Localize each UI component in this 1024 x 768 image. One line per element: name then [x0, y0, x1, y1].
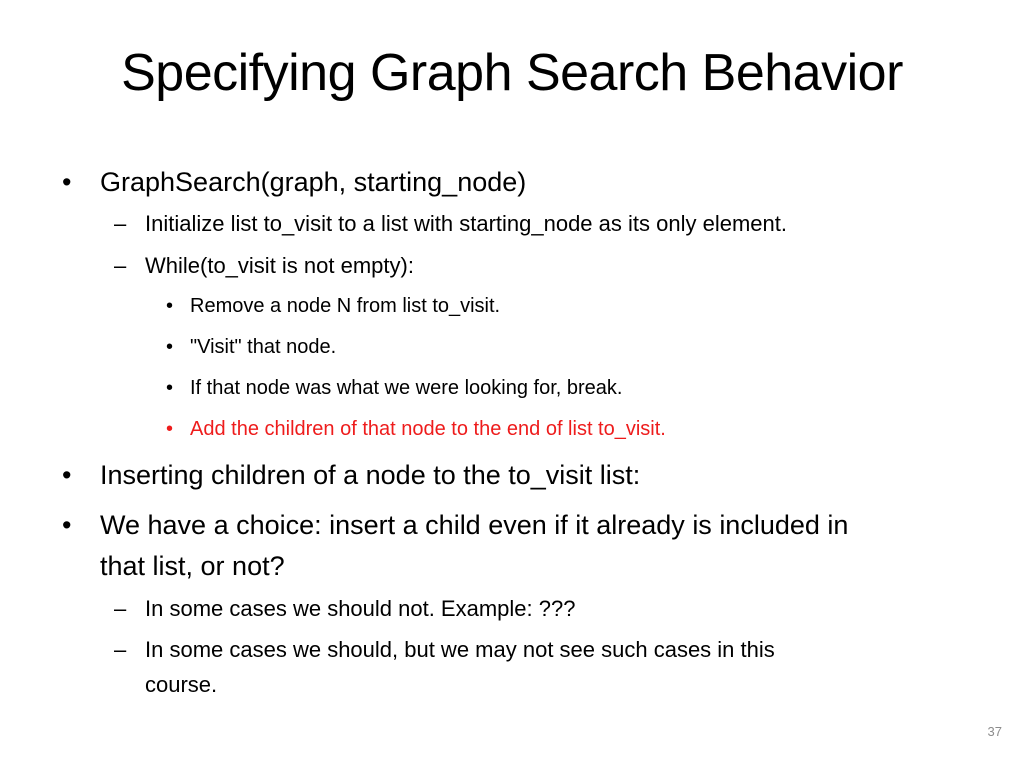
bullet-marker: • — [62, 460, 72, 490]
highlighted-bullet-text: Add the children of that node to the end of list to_visit. — [190, 418, 666, 440]
dash-marker: – — [114, 253, 127, 278]
bullet-marker: • — [62, 510, 72, 540]
sub-bullet-text-line-2: course. — [145, 672, 218, 697]
bullet-marker: • — [62, 167, 72, 197]
dash-marker: – — [114, 596, 127, 621]
bullet-marker: • — [166, 295, 174, 317]
bullet-text-line-1: We have a choice: insert a child even if it already is included in — [100, 510, 849, 540]
sub-sub-bullet-text: If that node was what we were looking for, break. — [190, 377, 623, 399]
sub-bullet-text: Initialize list to_visit to a list with starting_node as its only element. — [145, 211, 787, 236]
sub-bullet-text-line-1: In some cases we should, but we may not see such cases in this — [145, 637, 775, 662]
sub-bullet-text: In some cases we should not. Example: ??? — [145, 596, 576, 621]
sub-sub-bullet-text: Remove a node N from list to_visit. — [190, 295, 501, 317]
slide-title: Specifying Graph Search Behavior — [121, 44, 903, 102]
dash-marker: – — [114, 637, 127, 662]
sub-bullet-text: While(to_visit is not empty): — [145, 253, 414, 278]
bullet-marker: • — [166, 377, 174, 399]
bullet-text-line-2: that list, or not? — [100, 551, 285, 581]
sub-sub-bullet-text: "Visit" that node. — [190, 336, 337, 358]
bullet-text: Inserting children of a node to the to_visit list: — [100, 460, 641, 490]
dash-marker: – — [114, 211, 127, 236]
bullet-marker: • — [166, 418, 174, 440]
slide-number: 37 — [987, 724, 1002, 739]
bullet-marker: • — [166, 336, 174, 358]
bullet-text: GraphSearch(graph, starting_node) — [100, 167, 527, 197]
